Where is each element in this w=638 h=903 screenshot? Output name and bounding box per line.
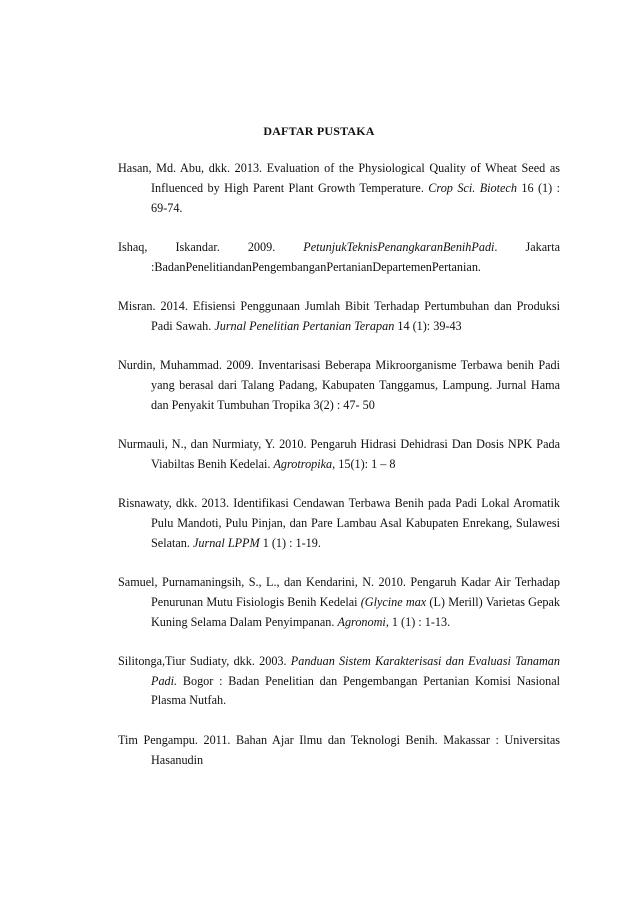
reference-italic-text: Crop Sci. Biotech bbox=[428, 180, 517, 195]
reference-text: Tim Pengampu. 2011. Bahan Ajar Ilmu dan Teknologi Benih. Makassar : Universitas Hasanudin bbox=[118, 732, 560, 767]
reference-list bbox=[118, 159, 560, 790]
reference-italic-text: PetunjukTeknisPenangkaranBenihPadi bbox=[303, 239, 495, 254]
reference-text: (L) Merill) Varietas Gepak Kuning Selama Dalam Penyimpanan. bbox=[151, 594, 560, 629]
reference-entry bbox=[118, 573, 560, 632]
reference-text: 16 (1) : 69-74. bbox=[151, 180, 560, 215]
reference-italic-text: Agronomi bbox=[337, 614, 386, 629]
reference-entry bbox=[118, 652, 560, 711]
reference-text: , 1 (1) : 1-13. bbox=[385, 614, 451, 629]
reference-italic-text: (Glycine max bbox=[360, 594, 427, 609]
reference-entry bbox=[118, 297, 560, 337]
reference-text: Silitonga,Tiur Sudiaty, dkk. 2003. bbox=[118, 653, 291, 668]
reference-text: Ishaq, Iskandar. 2009. bbox=[118, 239, 304, 254]
reference-text: Hasan, Md. Abu, dkk. 2013. Evaluation of the Physiological Quality of Wheat Seed as Influenced by High Parent Plant Growth Temperature. bbox=[118, 161, 560, 195]
reference-italic-text: Panduan Sistem Karakterisasi dan Evaluasi Tanaman Padi. bbox=[151, 653, 560, 688]
reference-text: Misran. 2014. Efisiensi Penggunaan Jumlah Bibit Terhadap Pertumbuhan dan Produksi Padi Sawah. bbox=[118, 298, 560, 333]
reference-text: Risnawaty, dkk. 2013. Identifikasi Cendawan Terbawa Benih pada Padi Lokal Aromatik Pulu Mandoti, Pulu Pinjan, dan Pare Lambau Asal Kabupaten Enrekang, Sulawesi Selatan. bbox=[118, 496, 560, 550]
reference-text: , 15(1): 1 – 8 bbox=[332, 456, 396, 471]
reference-text: 14 (1): 39-43 bbox=[394, 318, 462, 333]
reference-text: . Jakarta :BadanPenelitiandanPengembanganPertanianDepartemenPertanian. bbox=[151, 239, 561, 274]
reference-text: Nurdin, Muhammad. 2009. Inventarisasi Beberapa Mikroorganisme Terbawa benih Padi yang berasal dari Talang Padang, Kabupaten Tanggamus, Lampung. Jurnal Hama dan Penyakit Tumbuhan Tropika 3(2) : 47- 50 bbox=[118, 358, 560, 412]
page-title: DAFTAR PUSTAKA bbox=[263, 124, 375, 138]
reference-text: Bogor : Badan Penelitian dan Pengembangan Pertanian Komisi Nasional Plasma Nutfah. bbox=[151, 673, 560, 708]
reference-italic-text: Agrotropika bbox=[273, 456, 333, 471]
reference-text: Nurmauli, N., dan Nurmiaty, Y. 2010. Pengaruh Hidrasi Dehidrasi Dan Dosis NPK Pada Viabiltas Benih Kedelai. bbox=[118, 436, 560, 471]
reference-entry bbox=[118, 238, 560, 278]
reference-entry bbox=[118, 159, 560, 218]
reference-entry bbox=[118, 435, 560, 475]
reference-italic-text: Jurnal LPPM bbox=[192, 535, 260, 550]
reference-text: Samuel, Purnamaningsih, S., L., dan Kendarini, N. 2010. Pengaruh Kadar Air Terhadap Penurunan Mutu Fisiologis Benih Kedelai bbox=[118, 574, 560, 609]
reference-entry bbox=[118, 494, 560, 553]
reference-entry bbox=[118, 356, 560, 415]
reference-entry bbox=[118, 731, 560, 771]
reference-text: 1 (1) : 1-19. bbox=[259, 535, 321, 550]
reference-italic-text: Jurnal Penelitian Pertanian Terapan bbox=[214, 318, 395, 333]
